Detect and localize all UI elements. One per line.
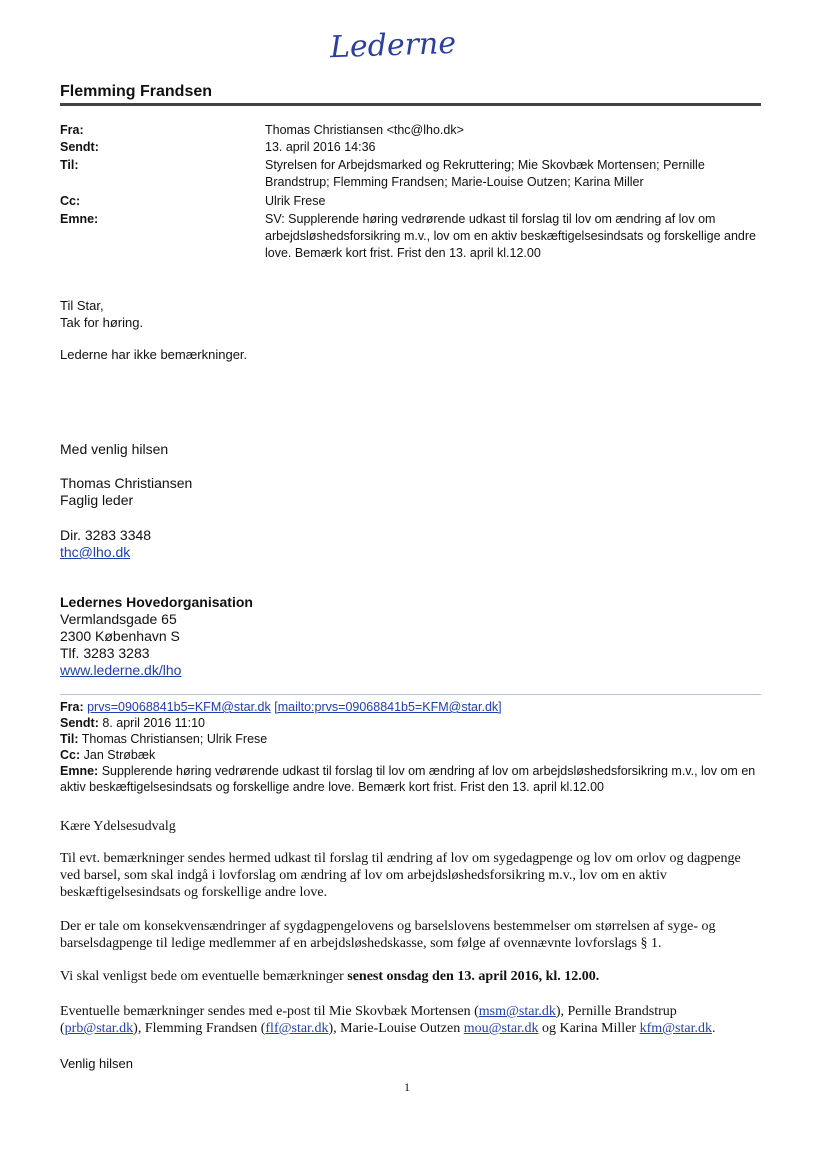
letter-paragraph-3 [60,968,760,985]
forward-cc-label: Cc: [60,748,81,762]
signature-title: Faglig leder [60,492,134,508]
sent-label: Sendt: [60,140,99,154]
subject-value: SV: Supplerende høring vedrørende udkast til forslag til lov om ændring af lov om arbejdsløshedsforsikring m.v., lov om en aktiv beskæftigelsesindsats og forskellige andre love. Bemærk kort frist. Frist den 13. april kl.12.00 [265,212,756,260]
letter-closing: Venlig hilsen [60,1056,133,1071]
contact-text-a: Eventuelle bemærkninger sendes med e-post til Mie Skovbæk Mortensen ( [60,1004,479,1019]
contact-text-c: ), Flemming Frandsen ( [133,1021,266,1036]
forward-subject-value: Supplerende høring vedrørende udkast til forslag til lov om ændring af lov om arbejdsløshedsforsikring m.v., lov om en aktiv beskæftigelsesindsats og forskellige andre love. Bemærk kort frist. Frist den 13. april kl.12.00 [60,764,756,794]
cc-label: Cc: [60,194,81,208]
forward-sent-value: 8. april 2016 11:10 [102,716,205,730]
signature-name: Thomas Christiansen [60,475,193,491]
forward-from-mailto-link[interactable]: [mailto:prvs=09068841b5=KFM@star.dk] [274,700,502,714]
contact-text-e: og Karina Miller [538,1021,640,1036]
forward-divider [60,694,761,695]
header-divider [60,103,761,106]
forward-sent-row [60,716,780,732]
forward-from-row [60,700,780,716]
prb-email-link[interactable]: prb@star.dk [64,1021,134,1036]
signature-website-link[interactable]: www.lederne.dk/lho [60,662,182,678]
forward-from-label: Fra: [60,700,84,714]
letter-paragraph-2: Der er tale om konsekvensændringer af sygdagpengelovens og barselslovens bestemmelser om størrelsen af syge- og barselsdagpenge til ledige medlemmer af en arbejdsløshedskasse, som følge af ovennævnte lovforslags § 1. [60,919,716,951]
forward-cc-row [60,748,780,764]
signature-street: Vermlandsgade 65 [60,611,177,627]
signature-city: 2300 København S [60,628,180,644]
sent-value: 13. april 2016 14:36 [265,140,376,154]
subject-label: Emne: [60,212,99,226]
reply-line-2: Tak for høring. [60,315,144,330]
forward-to-value: Thomas Christiansen; Ulrik Frese [81,732,268,746]
letter-salutation: Kære Ydelsesudvalg [60,819,176,834]
kfm-email-link[interactable]: kfm@star.dk [639,1021,712,1036]
forward-to-row [60,732,780,748]
reply-line-3: Lederne har ikke bemærkninger. [60,347,248,362]
forward-to-label: Til: [60,732,79,746]
reply-line-1: Til Star, [60,298,104,313]
deadline-intro: Vi skal venligst bede om eventuelle bemærkninger [60,969,348,984]
msm-email-link[interactable]: msm@star.dk [478,1004,556,1019]
deadline-bold: senest onsdag den 13. april 2016, kl. 12.00. [347,969,600,984]
page-number: 1 [404,1080,410,1094]
letter-paragraph-4 [60,1003,760,1037]
mailbox-owner-name: Flemming Frandsen [60,83,213,100]
forward-subject-row [60,764,760,795]
forward-subject-label: Emne: [60,764,99,778]
letter-paragraph-1: Til evt. bemærkninger sendes hermed udkast til forslag til ændring af lov om sygedagpenge og lov om orlov og dagpenge ved barsel, som skal indgå i lovforslag om ændring af lov om arbejdsløshedsforsikring m.v., lov om en aktiv beskæftigelsesindsats og forskellige andre love. [60,851,741,900]
signature-greeting: Med venlig hilsen [60,441,169,457]
from-label: Fra: [60,123,84,137]
contact-text-b: ), Pernille Brandstrup ( [60,1004,677,1036]
cc-value: Ulrik Frese [265,194,326,208]
signature-phone: Dir. 3283 3348 [60,527,152,543]
contact-text-d: ), Marie-Louise Outzen [328,1021,464,1036]
signature-organization: Ledernes Hovedorganisation [60,594,253,610]
contact-text-f: . [711,1021,716,1036]
from-value: Thomas Christiansen <thc@lho.dk> [265,123,464,137]
mou-email-link[interactable]: mou@star.dk [463,1021,539,1036]
to-label: Til: [60,158,79,172]
forward-sent-label: Sendt: [60,716,99,730]
forward-cc-value: Jan Strøbæk [83,748,156,762]
signature-email-link[interactable]: thc@lho.dk [60,544,131,560]
forward-from-email-link[interactable]: prvs=09068841b5=KFM@star.dk [87,700,271,714]
to-value: Styrelsen for Arbejdsmarked og Rekruttering; Mie Skovbæk Mortensen; Pernille Brandstrup; Flemming Frandsen; Marie-Louise Outzen; Karina Miller [265,158,705,189]
signature-phone-main: Tlf. 3283 3283 [60,645,150,661]
flf-email-link[interactable]: flf@star.dk [265,1021,329,1036]
handwritten-annotation: Lederne [329,25,457,66]
